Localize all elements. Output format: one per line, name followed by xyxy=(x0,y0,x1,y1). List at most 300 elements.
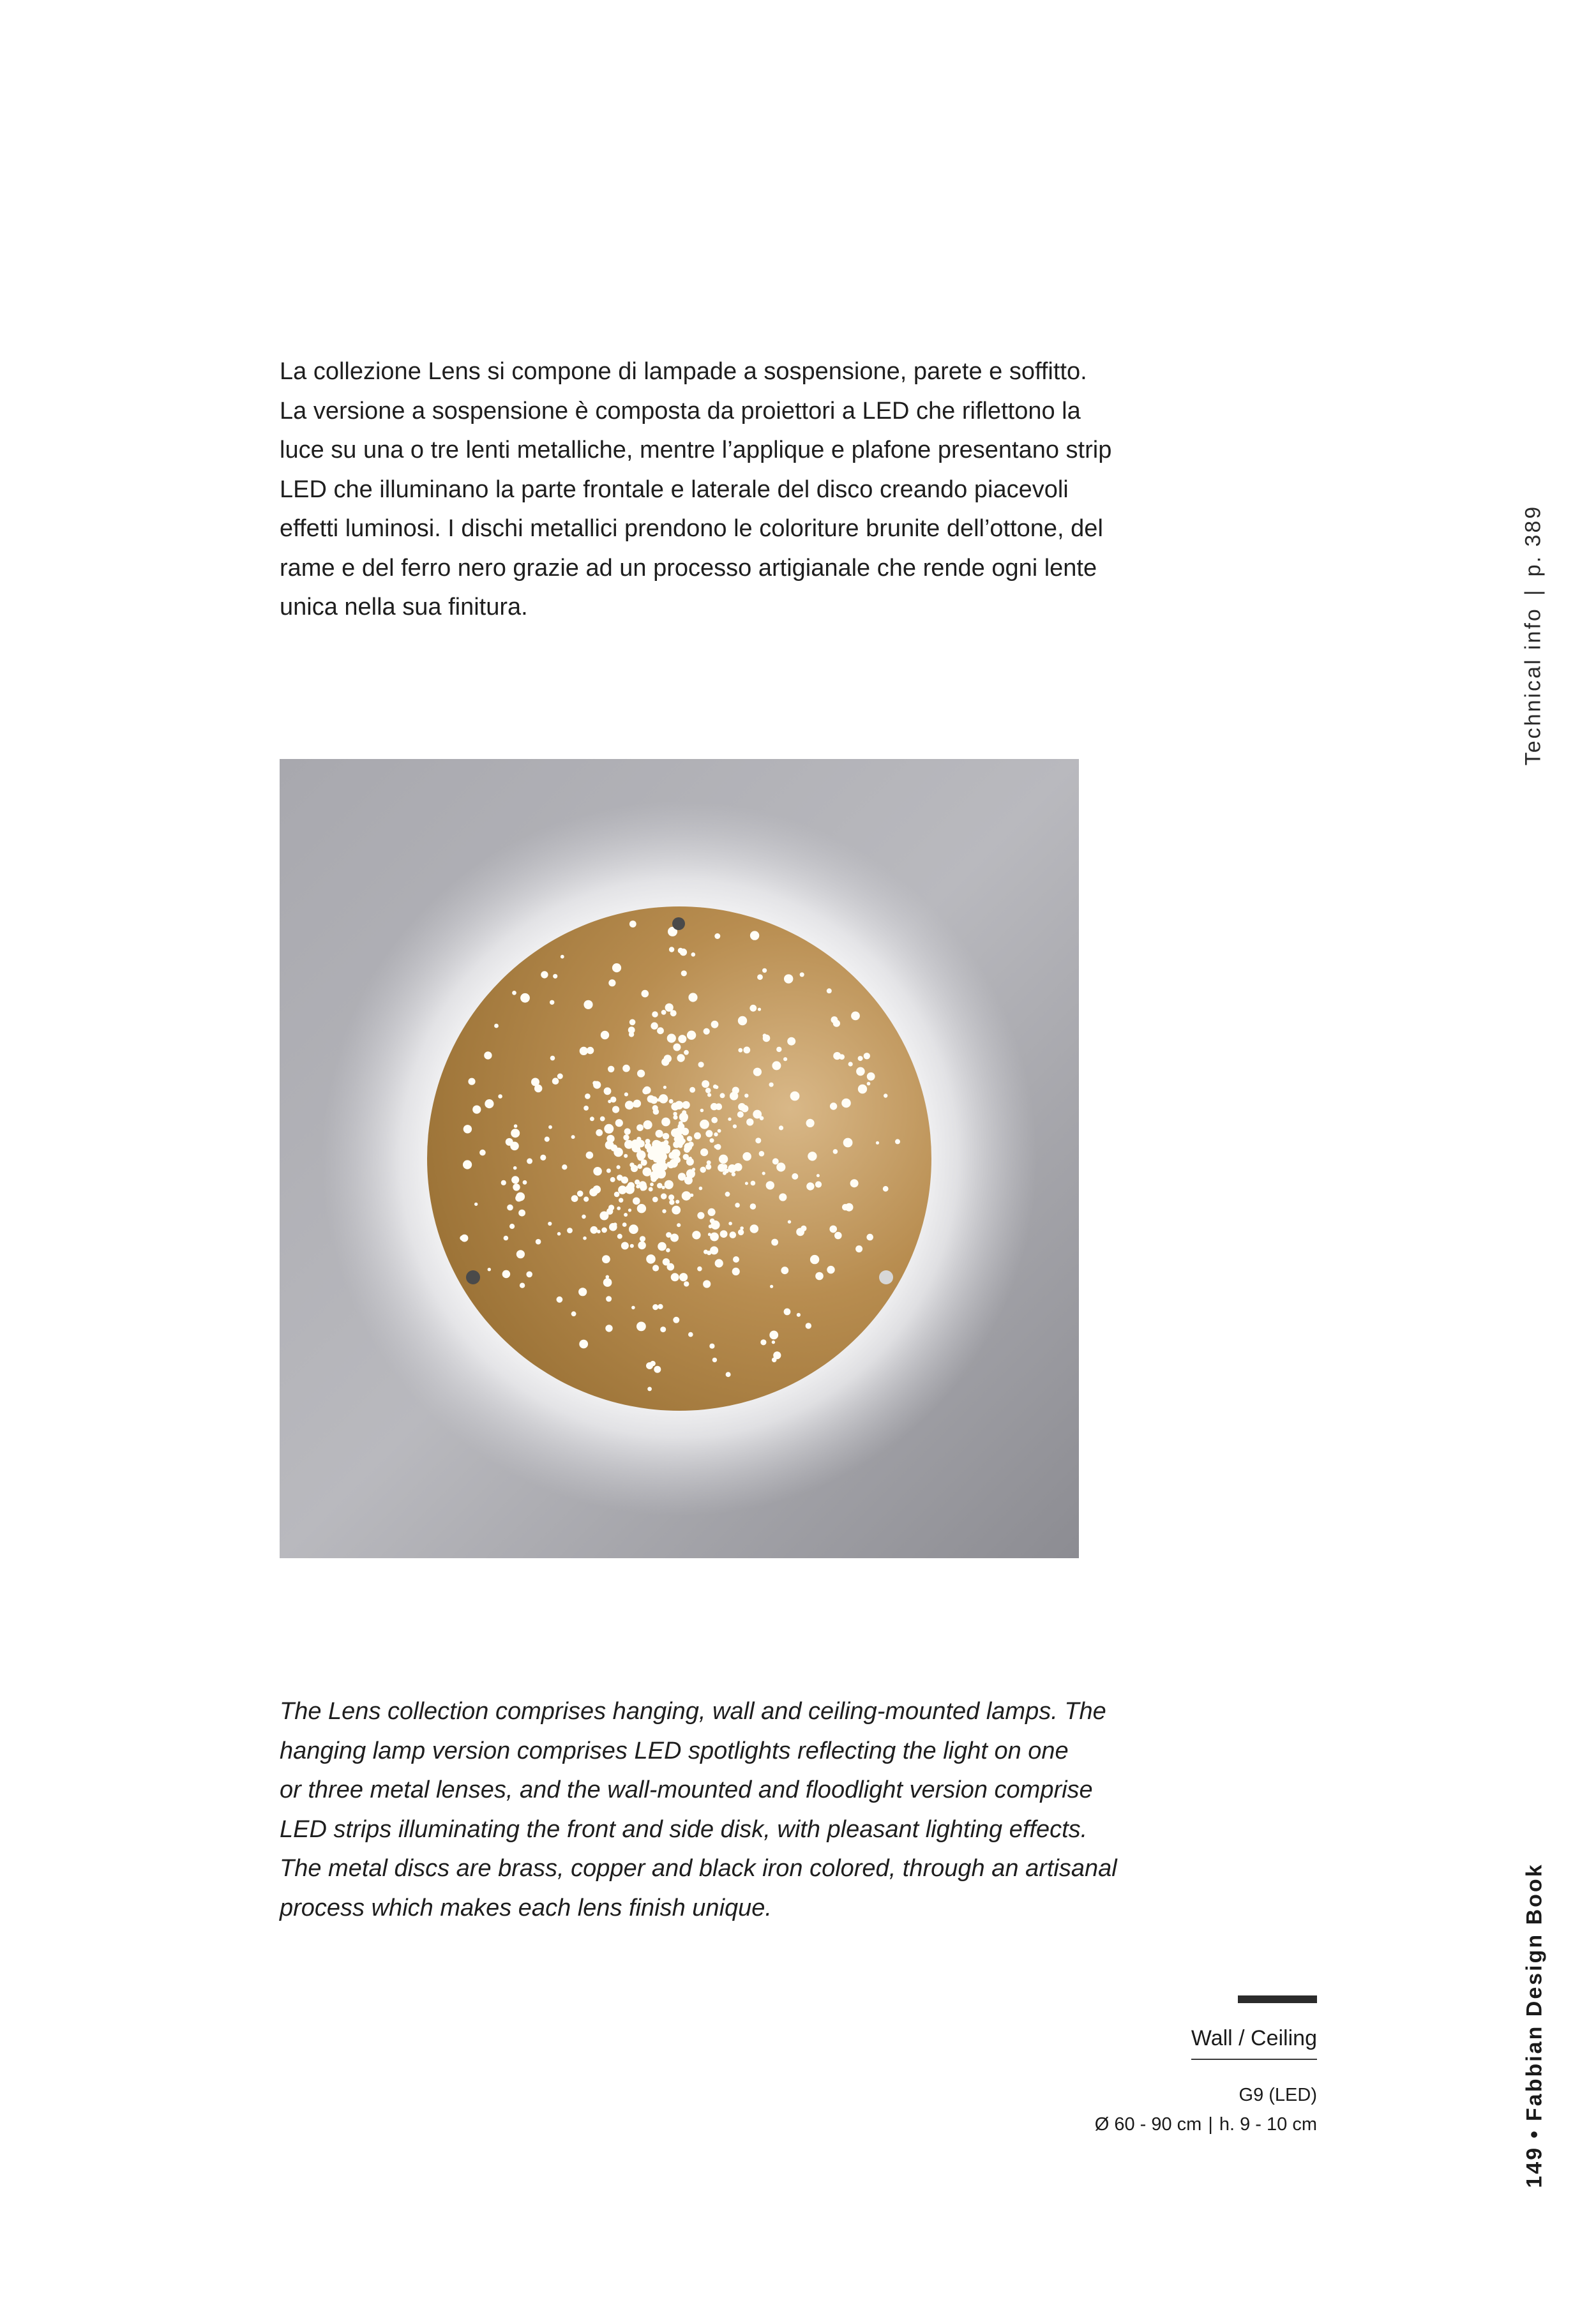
perforation-hole xyxy=(672,1206,681,1215)
perforation-hole xyxy=(687,1031,696,1040)
perforation-hole xyxy=(653,1157,659,1163)
perforation-hole xyxy=(801,1226,806,1231)
perforation-hole xyxy=(845,1203,854,1212)
perforation-hole xyxy=(711,1221,719,1229)
perforation-hole xyxy=(666,1248,670,1252)
perforation-hole xyxy=(715,1144,721,1150)
perforation-hole xyxy=(624,1154,628,1158)
italian-line: rame e del ferro nero grazie ad un processo artigianale che rende ogni lente xyxy=(280,554,1097,582)
perforation-hole xyxy=(745,1182,748,1185)
perforation-hole xyxy=(553,974,557,979)
perforation-hole xyxy=(841,1099,851,1108)
perforation-hole xyxy=(571,1311,576,1316)
perforation-hole xyxy=(509,1224,515,1229)
perforation-hole xyxy=(504,1236,509,1241)
perforation-hole xyxy=(606,1296,612,1302)
spec-bulb: G9 (LED) xyxy=(1238,2085,1317,2105)
page-number: 149 xyxy=(1522,2145,1547,2188)
perforation-hole xyxy=(658,1242,666,1251)
perforation-hole xyxy=(617,1206,621,1210)
perforation-hole xyxy=(664,1055,672,1062)
perforation-hole xyxy=(663,1086,666,1089)
perforation-hole xyxy=(705,1088,711,1093)
mounting-screw xyxy=(672,917,685,930)
perforation-hole xyxy=(606,1208,613,1215)
perforation-hole xyxy=(700,1148,708,1156)
perforation-hole xyxy=(468,1078,475,1085)
perforation-hole xyxy=(583,1106,589,1111)
perforation-hole xyxy=(557,1074,563,1079)
perforation-hole xyxy=(663,1140,668,1145)
perforation-hole xyxy=(772,1358,777,1363)
perforation-hole xyxy=(652,1011,658,1018)
perforation-hole xyxy=(716,1103,723,1110)
perforation-hole xyxy=(654,1147,663,1156)
separator: | xyxy=(1521,588,1546,596)
perforation-hole xyxy=(675,1101,683,1109)
perforation-hole xyxy=(606,1135,614,1143)
perforation-hole xyxy=(624,1092,628,1096)
perforation-hole xyxy=(678,948,684,954)
perforation-hole xyxy=(658,1304,663,1309)
perforation-hole xyxy=(679,1121,683,1125)
spec-block xyxy=(998,1995,1317,2139)
perforation-hole xyxy=(732,1172,735,1176)
perforation-hole xyxy=(757,974,763,980)
perforation-hole xyxy=(644,1120,652,1129)
perforation-hole xyxy=(523,1180,527,1185)
perforation-hole xyxy=(657,1027,664,1034)
perforation-hole xyxy=(520,1283,525,1288)
page-reference: p. 389 xyxy=(1521,504,1546,577)
perforation-hole xyxy=(831,1016,838,1023)
perforation-hole xyxy=(621,1242,629,1250)
perforation-hole xyxy=(580,1047,588,1055)
perforation-hole xyxy=(604,1087,612,1095)
english-description xyxy=(280,1692,1173,1928)
perforation-hole xyxy=(753,1110,762,1119)
perforation-hole xyxy=(704,1028,710,1035)
perforation-hole xyxy=(688,1145,692,1148)
perforation-hole xyxy=(615,1119,623,1127)
perforation-hole xyxy=(737,1111,744,1118)
perforation-hole xyxy=(705,1130,712,1137)
perforation-hole xyxy=(662,1209,666,1213)
perforation-hole xyxy=(557,1232,561,1236)
italian-line: LED che illuminano la parte frontale e laterale del disco creando piacevoli xyxy=(280,476,1069,503)
perforation-hole xyxy=(637,1154,644,1161)
perforation-hole xyxy=(631,1306,635,1310)
perforation-hole xyxy=(541,971,548,978)
spec-divider-bar xyxy=(1238,1995,1317,2003)
perforation-hole xyxy=(656,1130,663,1138)
perforation-hole xyxy=(688,1332,693,1337)
perforation-hole xyxy=(711,1117,718,1123)
perforation-hole xyxy=(526,1272,532,1278)
perforation-hole xyxy=(600,1116,605,1122)
perforation-hole xyxy=(629,1019,636,1026)
perforation-hole xyxy=(610,1177,615,1182)
perforation-hole xyxy=(651,1022,658,1029)
perforation-hole xyxy=(593,1167,602,1176)
perforation-hole xyxy=(817,1174,820,1177)
spec-diameter: Ø 60 - 90 cm xyxy=(1094,2114,1202,2135)
perforation-hole xyxy=(688,993,697,1002)
perforation-hole xyxy=(810,1255,819,1264)
perforation-hole xyxy=(770,1285,773,1288)
perforation-hole xyxy=(850,1179,859,1187)
perforation-hole xyxy=(683,1154,689,1161)
italian-line: La collezione Lens si compone di lampade a sospensione, parete e soffitto. xyxy=(280,358,1087,385)
perforation-hole xyxy=(642,990,649,998)
perforation-hole xyxy=(697,1266,702,1272)
perforation-hole xyxy=(642,1168,651,1176)
perforation-hole xyxy=(650,1361,656,1367)
perforation-hole xyxy=(679,1273,688,1281)
perforation-hole xyxy=(596,1129,603,1136)
perforation-hole xyxy=(733,1256,739,1263)
perforation-hole xyxy=(675,1200,679,1204)
perforation-hole xyxy=(738,1016,747,1025)
perforation-hole xyxy=(705,1164,711,1169)
italian-description xyxy=(280,352,1173,627)
perforation-hole xyxy=(663,1133,670,1140)
perforation-hole xyxy=(788,1220,791,1223)
perforation-hole xyxy=(750,931,759,940)
perforation-hole xyxy=(678,1173,686,1180)
perforation-hole xyxy=(516,1250,525,1258)
perforation-hole xyxy=(617,1234,622,1239)
perforation-hole xyxy=(707,1093,711,1097)
italian-line: effetti luminosi. I dischi metallici prendono le coloriture brunite dell’ottone, del xyxy=(280,515,1103,542)
perforation-hole xyxy=(652,1265,659,1271)
perforation-hole xyxy=(769,1083,774,1087)
perforation-hole xyxy=(601,1228,607,1233)
perforation-hole xyxy=(606,1169,611,1173)
perforation-hole xyxy=(636,1322,646,1332)
perforation-hole xyxy=(725,1192,730,1197)
perforation-hole xyxy=(806,1323,811,1328)
perforation-hole xyxy=(562,1164,567,1169)
mounting-screw xyxy=(879,1270,893,1284)
perforation-hole xyxy=(672,1149,679,1157)
perforation-hole xyxy=(511,1176,519,1183)
spec-dimensions xyxy=(998,2110,1317,2139)
perforation-hole xyxy=(633,1100,641,1108)
perforation-hole xyxy=(720,1230,728,1238)
perforation-hole xyxy=(843,1138,853,1148)
perforation-hole xyxy=(590,1116,594,1121)
perforation-hole xyxy=(614,1148,623,1157)
perforation-hole xyxy=(728,1164,736,1173)
perforation-hole xyxy=(697,1212,704,1219)
perforation-hole xyxy=(622,1222,627,1227)
perforation-hole xyxy=(593,1185,601,1194)
perforation-hole xyxy=(501,1180,506,1185)
perforation-hole xyxy=(755,1138,761,1143)
perforation-hole xyxy=(674,1128,682,1136)
perforation-hole xyxy=(678,1035,686,1043)
perforation-hole xyxy=(557,1296,563,1303)
perforation-hole xyxy=(784,1309,791,1316)
perforation-hole xyxy=(738,1048,742,1053)
perforation-hole xyxy=(463,1160,472,1169)
perforation-hole xyxy=(621,1176,628,1183)
perforation-hole xyxy=(684,1281,689,1286)
perforation-hole xyxy=(608,1066,614,1072)
perforation-hole xyxy=(708,1208,716,1216)
perforation-hole xyxy=(783,1057,787,1061)
perforation-hole xyxy=(769,1331,778,1340)
perforation-hole xyxy=(815,1181,822,1187)
perforation-hole xyxy=(876,1141,879,1145)
perforation-hole xyxy=(633,1198,640,1205)
perforation-hole xyxy=(638,1242,646,1250)
perforation-hole xyxy=(720,1093,725,1098)
perforation-hole xyxy=(710,1233,719,1242)
perforation-hole xyxy=(833,1052,841,1060)
perforation-hole xyxy=(605,1325,612,1332)
perforation-hole xyxy=(730,1092,738,1100)
perforation-hole xyxy=(665,1180,674,1189)
perforation-hole xyxy=(856,1067,865,1076)
perforation-hole xyxy=(710,1138,714,1143)
perforation-hole xyxy=(781,1266,788,1274)
perforation-hole xyxy=(792,1173,798,1180)
perforation-hole xyxy=(815,1272,824,1281)
perforation-hole xyxy=(718,1129,721,1133)
italian-line: La versione a sospensione è composta da proiettori a LED che riflettono la xyxy=(280,397,1081,424)
perforation-hole xyxy=(612,963,621,972)
perforation-hole xyxy=(779,1125,783,1130)
perforation-hole xyxy=(669,947,674,952)
perforation-hole xyxy=(700,1109,704,1113)
spec-height: h. 9 - 10 cm xyxy=(1219,2114,1317,2135)
perforation-hole xyxy=(518,1210,525,1217)
perforation-hole xyxy=(652,1163,661,1172)
perforation-hole xyxy=(733,1124,737,1128)
perforation-hole xyxy=(550,1000,554,1005)
perforation-hole xyxy=(659,1094,668,1103)
perforation-hole xyxy=(665,1003,674,1012)
perforation-hole xyxy=(463,1125,472,1133)
perforation-hole xyxy=(494,1024,499,1028)
perforation-hole xyxy=(650,1183,654,1187)
perforation-hole xyxy=(667,1263,675,1271)
perforation-hole xyxy=(550,1056,555,1061)
perforation-hole xyxy=(746,1118,753,1125)
perforation-hole xyxy=(647,1387,652,1392)
perforation-hole xyxy=(649,1187,653,1192)
perforation-hole xyxy=(797,1313,801,1317)
perforation-hole xyxy=(513,1183,520,1191)
perforation-hole xyxy=(750,1224,759,1233)
perforation-hole xyxy=(582,1215,586,1219)
perforation-hole xyxy=(540,1155,546,1161)
perforation-hole xyxy=(728,1118,731,1121)
perforation-hole xyxy=(583,1236,587,1240)
perforation-hole xyxy=(513,1166,517,1170)
perforation-hole xyxy=(728,1222,732,1226)
perforation-hole xyxy=(545,1137,550,1142)
perforation-hole xyxy=(738,1229,744,1235)
perforation-hole xyxy=(760,1339,766,1345)
english-line: The metal discs are brass, copper and black iron colored, through an artisanal xyxy=(280,1855,1117,1882)
perforation-hole xyxy=(677,1223,681,1227)
perforation-hole xyxy=(684,1050,689,1055)
perforation-hole xyxy=(603,1278,612,1287)
perforation-hole xyxy=(617,1165,621,1169)
perforation-hole xyxy=(593,1081,601,1089)
perforation-hole xyxy=(485,1099,493,1108)
perforation-hole xyxy=(614,1192,620,1198)
perforation-hole xyxy=(678,1143,682,1148)
perforation-hole xyxy=(488,1268,491,1271)
perforation-hole xyxy=(661,1010,666,1015)
perforation-hole xyxy=(669,1199,674,1205)
perforation-hole xyxy=(668,1194,674,1200)
perforation-hole xyxy=(771,1239,778,1246)
perforation-hole xyxy=(511,1129,520,1138)
perforation-hole xyxy=(474,1203,478,1206)
perforation-hole xyxy=(830,1102,837,1109)
english-line: LED strips illuminating the front and side disk, with pleasant lighting effects. xyxy=(280,1815,1088,1843)
perforation-hole xyxy=(606,1275,610,1279)
perforation-hole xyxy=(703,1280,711,1288)
perforation-hole xyxy=(750,1203,757,1210)
perforation-hole xyxy=(749,1005,757,1012)
perforation-hole xyxy=(623,1134,629,1140)
perforation-hole xyxy=(577,1191,583,1197)
perforation-hole xyxy=(743,1047,750,1054)
perforation-hole xyxy=(806,1119,815,1127)
perforation-hole xyxy=(590,1226,598,1234)
perforation-hole xyxy=(714,933,720,939)
perforation-hole xyxy=(709,1344,714,1349)
perforation-hole xyxy=(691,952,696,957)
perforation-hole xyxy=(536,1239,541,1245)
perforation-hole xyxy=(689,1157,692,1160)
perforation-hole xyxy=(652,1304,658,1310)
perforation-hole xyxy=(682,1191,691,1201)
perforation-hole xyxy=(520,993,530,1003)
perforation-hole xyxy=(657,1183,663,1189)
perforation-hole xyxy=(702,1080,709,1088)
perforation-hole xyxy=(689,1087,695,1093)
perforation-hole xyxy=(827,988,832,993)
perforation-hole xyxy=(660,1326,666,1332)
perforation-hole xyxy=(732,1268,740,1275)
perforation-hole xyxy=(680,1115,688,1122)
perforation-hole xyxy=(629,1224,638,1234)
perforation-hole xyxy=(744,1093,748,1097)
perforation-hole xyxy=(646,1254,656,1264)
perforation-hole xyxy=(698,1062,704,1067)
perforation-hole xyxy=(498,1094,502,1099)
perforation-hole xyxy=(479,1150,486,1156)
perforation-hole xyxy=(612,1106,619,1113)
book-footer xyxy=(1523,1863,1547,2188)
perforation-hole xyxy=(618,1185,627,1194)
perforation-hole xyxy=(677,1054,684,1062)
perforation-hole xyxy=(571,1135,575,1139)
perforation-hole xyxy=(610,1097,616,1102)
perforation-hole xyxy=(645,1139,651,1144)
perforation-hole xyxy=(567,1228,573,1233)
perforation-hole xyxy=(694,1132,701,1139)
perforation-hole xyxy=(637,1070,645,1078)
perforation-hole xyxy=(800,972,804,977)
perforation-hole xyxy=(652,1197,658,1203)
perforation-hole xyxy=(741,1105,748,1112)
perforation-hole xyxy=(661,1118,670,1127)
perforation-hole xyxy=(552,1078,559,1085)
perforation-hole xyxy=(712,1358,717,1362)
perforation-hole xyxy=(762,1172,765,1175)
perforation-hole xyxy=(681,970,687,976)
english-line: or three metal lenses, and the wall-mounted and floodlight version comprise xyxy=(280,1777,1093,1803)
bullet: • xyxy=(1522,2128,1547,2138)
perforation-hole xyxy=(653,1109,659,1115)
perforation-hole xyxy=(699,1187,703,1191)
perforation-hole xyxy=(650,1096,658,1104)
perforation-hole xyxy=(666,1162,672,1167)
perforation-hole xyxy=(669,1099,674,1104)
perforation-hole xyxy=(636,1185,640,1189)
perforation-hole xyxy=(714,1132,718,1136)
perforation-hole xyxy=(772,1061,781,1070)
perforation-hole xyxy=(673,1112,677,1116)
perforation-hole xyxy=(629,920,636,928)
perforation-hole xyxy=(883,1186,889,1192)
technical-info-reference xyxy=(1521,505,1546,765)
perforation-hole xyxy=(548,1125,552,1129)
perforation-hole xyxy=(601,1031,609,1039)
perforation-hole xyxy=(507,1205,513,1211)
perforation-hole xyxy=(674,1156,681,1163)
perforation-hole xyxy=(583,1000,592,1009)
perforation-hole xyxy=(787,1037,795,1046)
italian-line: unica nella sua finitura. xyxy=(280,594,528,620)
perforation-hole xyxy=(548,1222,552,1226)
perforation-hole xyxy=(673,1317,679,1323)
perforation-hole xyxy=(851,1012,860,1021)
perforation-hole xyxy=(766,1181,774,1189)
perforation-hole xyxy=(640,1236,645,1242)
perforation-hole xyxy=(561,955,564,959)
perforation-hole xyxy=(715,1085,719,1089)
english-line: process which makes each lens finish unique. xyxy=(280,1894,772,1921)
mounting-screw xyxy=(466,1270,480,1284)
separator: | xyxy=(1208,2114,1213,2135)
perforation-hole xyxy=(597,1229,601,1233)
perforation-hole xyxy=(711,1021,719,1028)
perforation-hole xyxy=(858,1085,867,1093)
perforation-hole xyxy=(762,968,767,973)
perforation-hole xyxy=(671,1273,679,1281)
perforation-hole xyxy=(534,1085,542,1092)
perforation-hole xyxy=(527,1158,532,1164)
perforation-hole xyxy=(827,1266,834,1273)
perforation-hole xyxy=(624,1213,628,1217)
perforation-hole xyxy=(619,1198,623,1203)
book-title: Fabbian Design Book xyxy=(1522,1863,1547,2121)
perforation-hole xyxy=(571,1195,578,1202)
perforation-hole xyxy=(667,1033,676,1042)
perforation-hole xyxy=(632,1144,640,1152)
perforation-hole xyxy=(759,1151,765,1157)
perforation-hole xyxy=(895,1139,900,1144)
